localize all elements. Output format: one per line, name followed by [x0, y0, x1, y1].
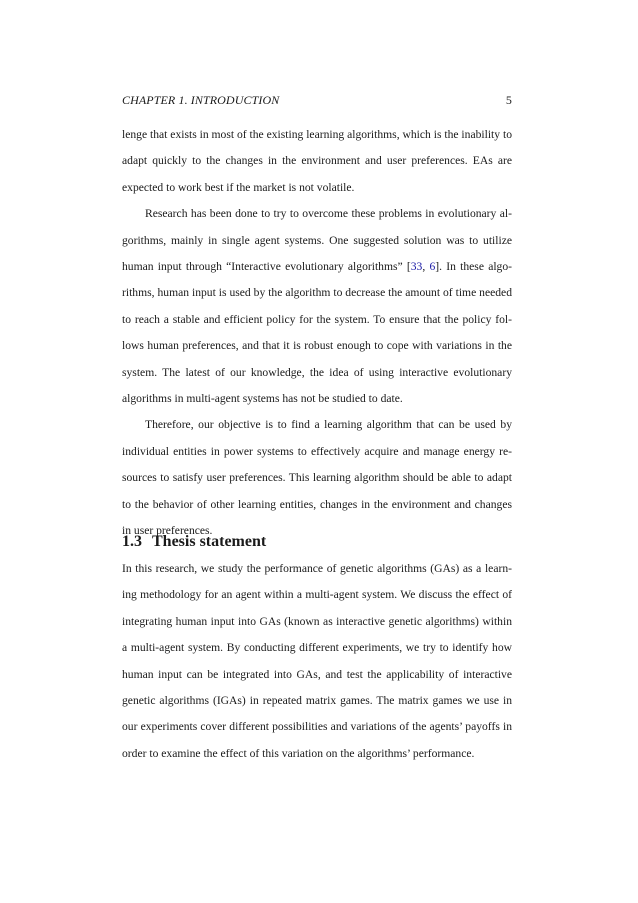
- page-number: 5: [505, 93, 512, 107]
- thesis-text-block: [122, 556, 512, 767]
- intro-text-block: [122, 122, 512, 545]
- paragraph-continuation: lenge that exists in most of the existing learning algorithms, which is the inability to adapt quickly to the changes in the environment and user preferences. EAs are expected to work best if the market is not volatile.: [122, 128, 512, 194]
- paragraph-text: Research has been done to try to overcome these problems in evolutionary al-gorithms, mainly in single agent systems. One suggested solution was to utilize human input through “Interactive evolutionary algorithms” [: [122, 207, 512, 274]
- running-header: [122, 93, 512, 113]
- citation-link-6[interactable]: 6: [429, 260, 436, 274]
- section-heading: [122, 532, 266, 552]
- citation-separator: ,: [422, 260, 430, 274]
- section-title: Thesis statement: [152, 533, 267, 550]
- section-number: 1.3: [122, 533, 142, 550]
- paragraph-text: ]. In these algo-rithms, human input is used by the algorithm to decrease the amount of time needed to reach a stable and efficient policy for the system. To ensure that the policy fol-lows human preferences, and that it is robust enough to cope with variations in the system. The latest of our knowledge, the idea of using interactive evolutionary algorithms in multi-agent systems has not be studied to date.: [122, 260, 513, 406]
- chapter-title: CHAPTER 1. INTRODUCTION: [122, 93, 280, 107]
- paragraph-thesis: In this research, we study the performance of genetic algorithms (GAs) as a learn-ing methodology for an agent within a multi-agent system. We discuss the effect of integrating human input into GAs (known as interactive genetic algorithms) within a multi-agent system. By conducting different experiments, we try to identify how human input can be integrated into GAs, and test the applicability of interactive genetic algorithms (IGAs) in repeated matrix games. The matrix games we use in our experiments cover different possibilities and variations of the agents’ payoffs in order to examine the effect of this variation on the algorithms’ performance.: [122, 562, 512, 760]
- paragraph-objective: Therefore, our objective is to find a learning algorithm that can be used by individual entities in power systems to effectively acquire and manage energy re-sources to satisfy user preferences. This learning algorithm should be able to adapt to the behavior of other learning entities, changes in the environment and changes in user preferences.: [122, 418, 512, 538]
- citation-link-33[interactable]: 33: [410, 260, 423, 274]
- paragraph-research: [122, 201, 512, 412]
